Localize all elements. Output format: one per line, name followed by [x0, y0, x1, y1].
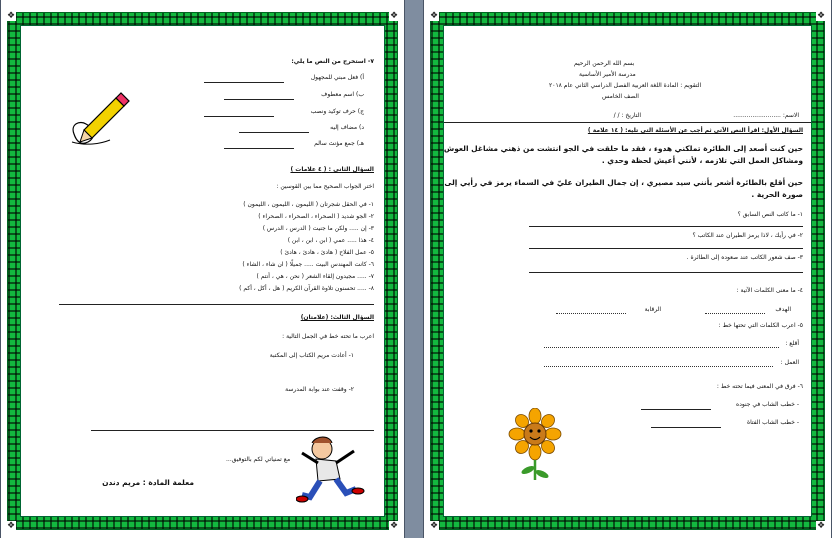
- corner-ornament-icon: ❖: [816, 521, 826, 531]
- q3-item: ١- أعادت مريم الكتاب إلى المكتبة: [269, 352, 354, 359]
- q2-item: ١- في الحقل شجرتان ( الليمون ، الليمون ، الليمون ): [243, 201, 374, 208]
- corner-ornament-icon: ❖: [389, 521, 399, 531]
- question-item: ٢- في رأيك ، لاذا يرمز الطيران عند الكاتب ؟: [692, 232, 803, 239]
- question-item: ١- ما كاتب النص السابق ؟: [737, 211, 803, 218]
- q2-item: ٥- عمل الفلاح ( هادئ ، هادئ ، هادئ ): [280, 249, 374, 256]
- vocab-word: الهدف: [775, 306, 791, 313]
- decorative-border: [7, 12, 398, 530]
- corner-ornament-icon: ❖: [816, 11, 826, 21]
- page-content: [20, 25, 385, 517]
- exam-page-left: [0, 0, 405, 538]
- q2-item: ٢- الجو شديد ( الصحراء ، الصحراء ، الصحراء ): [258, 213, 374, 220]
- pencil-writing-icon: [66, 86, 136, 151]
- q5-title: ٥- اعرب الكلمات التي تحتها خط :: [718, 322, 803, 329]
- page-content: [443, 25, 812, 517]
- vocab-word: الرقابة: [644, 306, 661, 313]
- q2-item: ٤- هذا ..... عمي ( ابن ، ابن ، ابن ): [287, 237, 374, 244]
- q2-item: ٨- ..... تحسنون تلاوة القرآن الكريم ( هل ، أكل ، أكم ): [239, 285, 374, 292]
- separator-line: [59, 304, 374, 305]
- q3-item: ٢- وقفت عند بوابة المدرسة: [285, 386, 354, 393]
- answer-line: [641, 409, 711, 410]
- q2-item: ٣- إن ..... ولكن ما جنيت ( الدرس ، الدرس ): [262, 225, 374, 232]
- answer-line: [204, 116, 274, 117]
- q3-instruction: اعرب ما تحته خط في الجمل التالية :: [282, 333, 374, 340]
- parse-word: العمل :: [780, 359, 799, 366]
- teacher-name: معلمة المادة : مريم دندن: [102, 478, 194, 487]
- question-item: ٣- صف شعور الكاتب عند صعوده إلى الطائرة .: [686, 254, 803, 261]
- q6-title: ٦- فرق في المعنى فيما تحته خط :: [716, 383, 803, 390]
- sunflower-icon: [504, 408, 566, 480]
- answer-line: [544, 347, 779, 348]
- q4-title: ٤- ما معنى الكلمات الآتية :: [736, 287, 803, 294]
- q2-title: السؤال الثاني : ( ٤ علامات ): [290, 166, 374, 173]
- parse-word: أقلع :: [785, 340, 799, 347]
- answer-line: [529, 248, 803, 249]
- header-rule: [444, 122, 811, 123]
- q7-item: ج) حرف توكيد ونصب: [310, 108, 364, 115]
- q7-item: أ) فعل مبني للمجهول: [310, 74, 364, 81]
- q2-item: ٦- كانت المهندس البيت ..... جميلًا ( ان شاء ، الشاء ): [242, 261, 374, 268]
- answer-line: [651, 427, 721, 428]
- student-name-field: الاسم: .........................: [733, 112, 799, 119]
- answer-line: [224, 99, 294, 100]
- date-field: التاريخ : / /: [613, 112, 641, 119]
- meaning-item: - خطب الشاب في جنوده: [736, 401, 799, 408]
- school-name: مدرسة الأمير الأساسية: [579, 71, 636, 78]
- corner-ornament-icon: ❖: [429, 521, 439, 531]
- answer-line: [204, 82, 284, 83]
- basmala: بسم الله الرحمن الرحيم: [574, 60, 635, 67]
- answer-line: [529, 272, 803, 273]
- answer-line: [529, 226, 803, 227]
- exam-subject: التقويم : المادة اللغة العربية الفصل الدراسي الثاني عام ٢٠١٨: [549, 82, 702, 89]
- exam-page-right: [423, 0, 832, 538]
- q3-title: السؤال الثالث: (علامتان): [300, 314, 374, 321]
- corner-ornament-icon: ❖: [389, 11, 399, 21]
- q2-item: ٧- ..... مجيدون إلقاء الشعر ( نحن ، هي ، أنتم ): [256, 273, 374, 280]
- q1-title: السؤال الأول: اقرأ النص الآتي ثم أجب عن الأسئلة التي تليه: ( ١٤ علامة ): [587, 127, 803, 134]
- q7-item: ب) اسم معطوف: [321, 91, 364, 98]
- q7-item: د) مضاف إليه: [330, 124, 364, 131]
- answer-line: [556, 313, 626, 314]
- passage-line: حين كنت أصعد إلى الطائرة تملكني هدوء ، فقد ما حلقت في الجو انتشت من ذهني مشاغل العوش: [443, 144, 803, 153]
- answer-line: [239, 132, 309, 133]
- corner-ornament-icon: ❖: [6, 11, 16, 21]
- grade-label: الصف الخامس: [602, 93, 639, 100]
- passage-line: صورة الحرية .: [751, 190, 803, 199]
- passage-line: حين أقلع بالطائرة أشعر بأنني سيد مصيري ، إن جمال الطيران عليّ في السماء يرمز في رأيي إلى: [444, 178, 803, 187]
- q2-instruction: اختر الجواب الصحيح مما بين القوسين :: [276, 183, 374, 190]
- answer-line: [705, 313, 765, 314]
- corner-ornament-icon: ❖: [429, 11, 439, 21]
- corner-ornament-icon: ❖: [6, 521, 16, 531]
- answer-line: [224, 148, 294, 149]
- passage-line: ومشاكل العمل التي تلازمه ، لأنني أعيش لحظة وحدي .: [601, 156, 803, 165]
- q7-title: ٧- استخرج من النص ما يلي:: [291, 58, 374, 65]
- decorative-border: [430, 12, 825, 530]
- answer-line: [544, 366, 773, 367]
- meaning-item: - خطب الشاب الفتاة: [746, 419, 799, 426]
- q7-item: هـ) جمع مؤنث سالم: [314, 140, 364, 147]
- jumping-boy-icon: [296, 431, 368, 513]
- wishes-text: مع تمنياتي لكم بالتوفيق...: [226, 456, 291, 463]
